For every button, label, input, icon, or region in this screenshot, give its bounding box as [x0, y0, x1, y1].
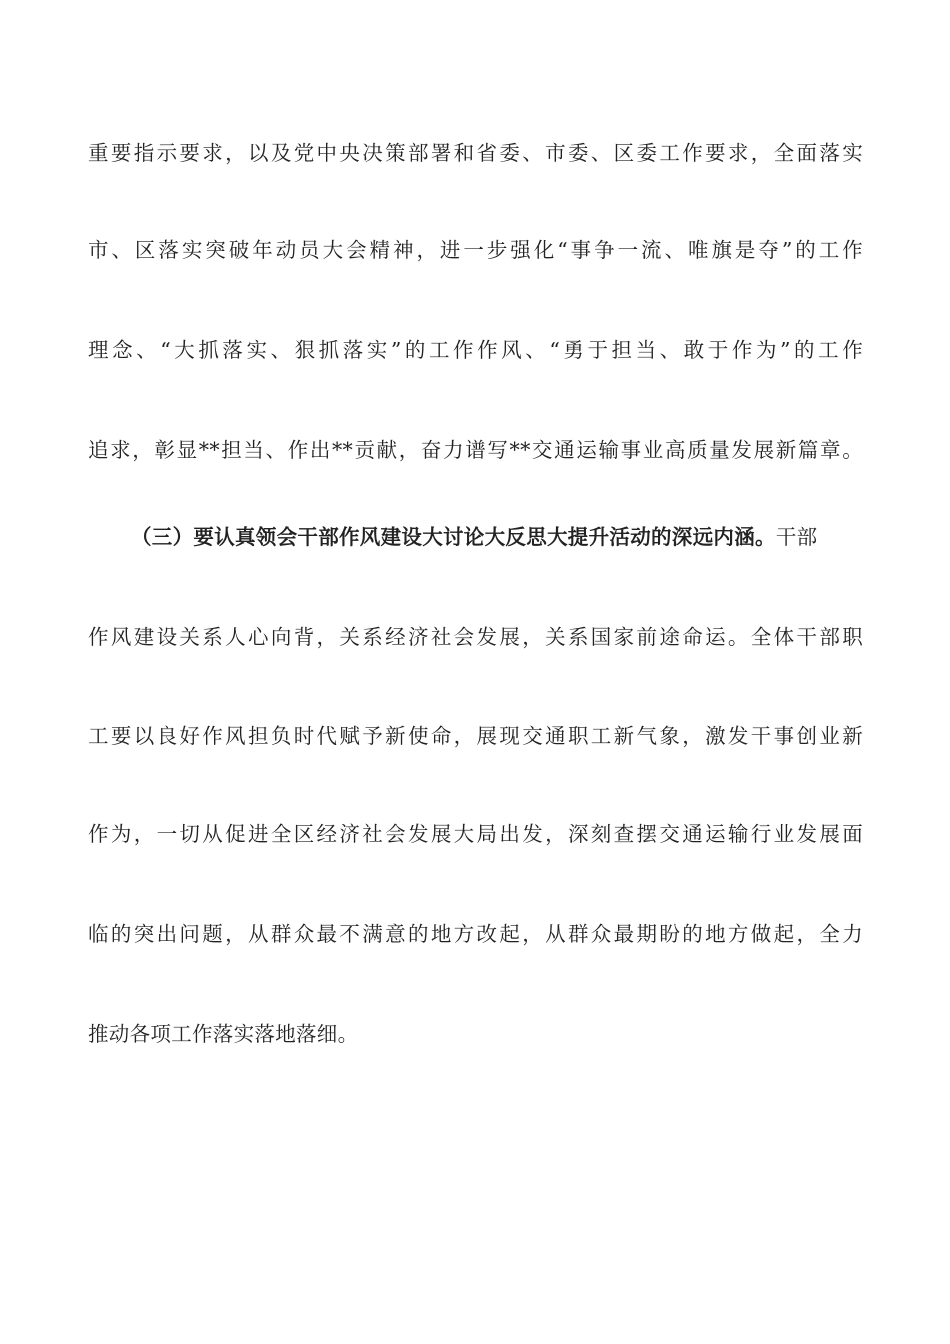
paragraph-line: 作风建设关系人心向背，关系经济社会发展，关系国家前途命运。全体干部职: [88, 625, 863, 649]
paragraph-line: 追求，彰显**担当、作出**贡献，奋力谱写**交通运输事业高质量发展新篇章。: [88, 438, 863, 462]
paragraph-last-line: 推动各项工作落实落地落细。: [88, 1022, 359, 1046]
paragraph-line: 临的突出问题，从群众最不满意的地方改起，从群众最期盼的地方做起，全力: [88, 922, 863, 946]
paragraph-line: 市、区落实突破年动员大会精神，进一步强化“事争一流、唯旗是夺”的工作: [88, 238, 863, 262]
section-heading: （三）要认真领会干部作风建设大讨论大反思大提升活动的深远内涵。: [131, 525, 776, 549]
paragraph-line: 理念、“大抓落实、狠抓落实”的工作作风、“勇于担当、敢于作为”的工作: [88, 338, 863, 362]
paragraph-line: 工要以良好作风担负时代赋予新使命，展现交通职工新气象，激发干事创业新: [88, 724, 863, 748]
section-heading-line: [131, 517, 863, 557]
paragraph-line: 作为，一切从促进全区经济社会发展大局出发，深刻查摆交通运输行业发展面: [88, 822, 863, 846]
paragraph-line: 重要指示要求，以及党中央决策部署和省委、市委、区委工作要求，全面落实: [88, 141, 863, 165]
heading-line-tail: 干部: [775, 525, 818, 549]
